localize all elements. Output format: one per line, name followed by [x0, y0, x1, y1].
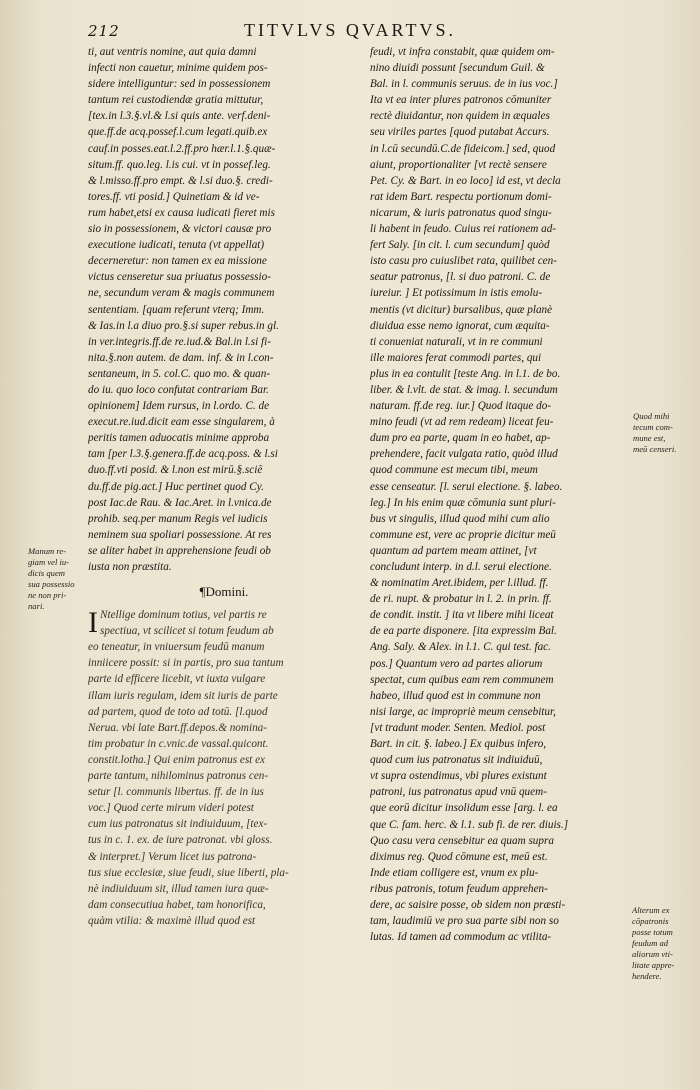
margin-note-line: posse totum	[632, 927, 673, 937]
right-column-text	[370, 44, 626, 945]
text-line: lutas. Id tamen ad commodum ac vtilita-	[370, 931, 552, 944]
margin-note-line: hendere.	[632, 971, 662, 981]
page-header	[0, 18, 700, 44]
text-line: peritis tamen aduocatis minime approba	[88, 432, 270, 445]
text-line: ti conueniat naturali, vt in re communi	[370, 335, 543, 348]
text-line: victus censeretur sua priuatus possessio-	[88, 271, 271, 284]
text-line: sententiam. [quam referunt vterq; Imm.	[88, 303, 265, 316]
text-line: rum habet,etsi ex causa iudicati fieret mis	[88, 206, 275, 219]
text-line: se aliter habet in apprehensione feudi ob	[88, 544, 271, 557]
text-line: du.ff.de pig.act.] Huc pertinet quod Cy.	[88, 480, 264, 493]
text-line: [vt tradunt moder. Senten. Mediol. post	[370, 721, 546, 734]
text-line: rectè diuidantur, non quidem in æquales	[370, 110, 550, 123]
text-line: nino diuidi possunt [secundum Guil. &	[370, 62, 545, 75]
text-line: quàm vtilia: & maximè illud quod est	[88, 914, 256, 927]
text-line: parte id efficere licebit, vt iuxta vulgare	[88, 673, 266, 686]
text-line: prehendere, facit vulgata ratio, quòd illud	[370, 448, 558, 461]
text-line: pos.] Quantum vero ad partes aliorum	[370, 657, 543, 670]
text-line: duo.ff.vti posid. & l.non est mirū.§.sciē	[88, 464, 263, 477]
text-line: sentaneum, in 5. col.C. quo mo. & quan-	[88, 367, 271, 380]
margin-note-left	[28, 546, 88, 612]
text-line: opinionem] Idem rursus, in l.ordo. C. de	[88, 400, 270, 413]
text-line: habeo, illud quod est in commune non	[370, 689, 541, 702]
text-line: ribus patronis, totum feudum apprehen-	[370, 882, 548, 895]
text-line: Ita vt ea inter plures patronos cōmuniter	[370, 94, 552, 107]
text-line: tim probatur in c.vnic.de vassal.quicont.	[88, 737, 269, 750]
margin-note-line: Manum re-	[28, 546, 67, 556]
margin-note-line: litate appre-	[632, 960, 675, 970]
text-line: parte tantum, nihilominus patronus cen-	[88, 770, 269, 783]
margin-note-line: sua possessio	[28, 579, 75, 589]
text-line: vt supra ostendimus, vbi plures existunt	[370, 770, 547, 783]
text-line: dere, ac saisire posse, ob sidem non præsti-	[370, 898, 566, 911]
left-column-top-text	[88, 44, 360, 575]
text-line: [tex.in l.3.§.vl.& l.si quis ante. verf.deni-	[88, 110, 271, 123]
text-line: constit.lotha.] Qui enim patronus est ex	[88, 753, 266, 766]
margin-note-line: Quod mihi	[633, 411, 670, 421]
text-line: ti, aut ventris nomine, aut quia damni	[88, 46, 257, 58]
text-line: patroni, ius patronatus apud vnū quem-	[370, 786, 547, 799]
text-line: leg.] In his enim quæ cōmunia sunt pluri-	[370, 496, 556, 509]
text-line: mentis (vt dicitur) bursalibus, quæ planè	[370, 303, 553, 316]
text-line: que.ff.de acq.possef.l.cum legati.quib.ex	[88, 126, 268, 139]
text-line: mino feudi (vt ad rem redeam) liceat feu-	[370, 416, 554, 429]
margin-note-line: giam vel iu-	[28, 557, 70, 567]
margin-note-line: dicis quem	[28, 568, 65, 578]
text-line: ad partem, quod de toto ad totū. [l.quod	[88, 705, 268, 718]
text-line: tus siue ecclesiæ, siue feudi, siue liberti, pla-	[88, 866, 289, 879]
text-line: setur [l. communis libertus. ff. de in ius	[88, 786, 264, 799]
text-line: rat idem Bart. respectu portionum domi-	[370, 190, 552, 203]
text-line: cum ius patronatus sit indiuiduum, [tex-	[88, 818, 268, 831]
text-line: Ang. Saly. & Alex. in l.1. C. qui test. fac.	[370, 641, 551, 654]
text-line: liber. & l.vlt. de stat. & imag. l. secundum	[370, 383, 558, 396]
text-line: commune est, vere ac proprie dicitur meū	[370, 528, 556, 541]
running-head: TITVLVS QVARTVS.	[244, 20, 456, 40]
text-line: Ntellige dominum totius, vel partis re	[100, 609, 267, 622]
margin-note-line: meū censeri.	[633, 444, 677, 454]
text-line: Bart. in cit. §. labeo.] Ex quibus infero,	[370, 738, 547, 751]
text-line: tantum rei custodiendæ gratia mittutur,	[88, 94, 264, 107]
text-line: post Iac.de Rau. & Iac.Aret. in l.vnica.de	[88, 496, 272, 509]
text-line: & Ias.in l.a diuo pro.§.si super rebus.in gl.	[88, 319, 279, 332]
text-line: sio in possessionem, & victori causæ pro	[88, 223, 272, 236]
text-line: eo teneatur, in vniuersum feudū manum	[88, 641, 265, 654]
text-line: quod cum ius patronatus sit indiuiduū,	[370, 754, 543, 767]
text-line: diuidua esse nemo ignorat, cum æquita-	[370, 319, 550, 332]
text-line: fert Saly. [in cit. l. cum secundum] quòd	[370, 239, 550, 252]
text-line: neminem sua spoliari possessione. At res	[88, 528, 272, 541]
text-line: iureiur. ] Et potissimum in istis emolu-	[370, 287, 543, 300]
text-line: seu viriles partes [quod putabat Accurs.	[370, 126, 550, 139]
text-line: nita.§.non autem. de dam. inf. & in l.con-	[88, 351, 274, 364]
margin-note-line: mune est,	[633, 433, 666, 443]
margin-note-line: tecum com-	[633, 422, 673, 432]
margin-note-line: cōpatronis	[632, 916, 669, 926]
text-line: in l.cū secundū.C.de fideicom.] sed, quod	[370, 142, 556, 155]
text-line: Quo casu vera censebitur ea quam supra	[370, 834, 554, 847]
text-line: ille maiores ferat commodi partes, qui	[370, 351, 542, 364]
left-column	[88, 44, 360, 929]
text-line: que eorū dicitur insolidum esse [arg. l. ea	[370, 802, 558, 815]
text-line: Pet. Cy. & Bart. in eo loco] id est, vt decla	[370, 174, 561, 187]
text-line: spectiua, vt scilicet si totum feudum ab	[100, 625, 274, 638]
text-line: tus in c. 1. ex. de iure patronat. vbi gloss.	[88, 834, 273, 847]
text-line: execut.re.iud.dicit eam esse singularem, à	[88, 416, 275, 429]
text-line: Inde etiam colligere est, vnum ex plu-	[370, 866, 539, 879]
text-line: concludunt interp. in d.l. serui electione.	[370, 561, 552, 573]
text-line: ne, secundum veram & magis communem	[88, 287, 275, 300]
text-line: cauf.in posses.eat.l.2.ff.pro hær.l.1.§.quæ-	[88, 142, 276, 155]
text-line: li habent in feudo. Cuius rei rationem ad-	[370, 223, 557, 236]
text-line: bus vt singulis, illud quod mihi cum alio	[370, 512, 550, 525]
text-line: isto casu pro cuiuslibet rata, quilibet cen-	[370, 255, 557, 268]
text-line: do iu. quo loco confutat contrariam Bar.	[88, 383, 269, 396]
text-line: infecti non cauetur, minime quidem pos-	[88, 62, 268, 75]
text-line: plus in ea contulit [teste Ang. in l.1. de bo.	[370, 367, 561, 380]
text-line: sidere intelliguntur: sed in possessionem	[88, 78, 271, 91]
right-column	[370, 44, 626, 945]
text-line: nisi large, ac impropriè meum censebitur,	[370, 705, 556, 718]
text-line: tam, laudimiū ve pro sua parte sibi non so	[370, 915, 559, 928]
text-line: de condit. instit. ] ita vt libere mihi liceat	[370, 609, 554, 622]
text-line: quantum ad partem meam attinet, [vt	[370, 544, 537, 557]
text-line: de ea parte disponere. [ita expressim Bal.	[370, 625, 557, 638]
text-line: que C. fam. herc. & l.1. sub fi. de rer. diuis.]	[370, 818, 569, 831]
text-line: naturam. ff.de reg. iur.] Quod itaque do-	[370, 400, 552, 413]
text-line: illam iuris regulam, idem sit iuris de parte	[88, 689, 278, 702]
text-line: feudi, vt infra constabit, quæ quidem om-	[370, 46, 555, 58]
text-line: nicarum, & iuris patronatus quod singu-	[370, 206, 552, 219]
text-line: seatur patronus, [l. si duo patroni. C. de	[370, 271, 551, 284]
text-line: dum pro ea parte, quam in eo habet, ap-	[370, 432, 551, 445]
margin-note-line: Alterum ex	[632, 905, 670, 915]
folio-number: 212	[88, 22, 120, 40]
text-line: dam consecutiua habet, tam honorifica,	[88, 898, 266, 911]
text-line: esse censeatur. [l. serui electione. §. labeo.	[370, 480, 563, 493]
text-line: in ver.integris.ff.de re.iud.& Bal.in l.si fi-	[88, 335, 271, 348]
margin-note-line: feudum ad	[632, 938, 669, 948]
text-line: nè indiuiduum sit, illud tamen iura quæ-	[88, 882, 269, 895]
margin-note-right-upper	[633, 411, 697, 455]
text-line: & nominatim Aret.ibidem, per l.illud. ff.	[370, 577, 549, 590]
section-heading: ¶Domini.	[199, 584, 249, 600]
text-line: & l.misso.ff.pro empt. & l.si duo.§. credi-	[88, 174, 273, 187]
text-line: & interpret.] Verum licet ius patrona-	[88, 850, 257, 863]
margin-note-line: ne non pri-	[28, 590, 67, 600]
text-line: Nerua. vbi late Bart.ff.depos.& nomina-	[88, 721, 267, 734]
text-line: quod commune est mecum tibi, meum	[370, 464, 538, 477]
text-line: tam [per l.3.§.genera.ff.de acq.poss. & l.si	[88, 448, 278, 461]
margin-note-right-lower	[632, 905, 698, 982]
text-line: iusta non præstita.	[88, 561, 172, 573]
drop-cap: I	[88, 606, 98, 640]
margin-note-line: nari.	[28, 601, 45, 611]
text-line: Bal. in l. communis seruus. de in ius voc.]	[370, 78, 558, 91]
text-line: situm.ff. quo.leg. l.is cui. vt in possef.leg.	[88, 158, 271, 171]
text-line: aiunt, proportionaliter [vt rectè sensere	[370, 158, 547, 171]
text-line: spectat, cum quibus eam rem communem	[370, 673, 554, 686]
text-line: inniicere possit: si in partis, pro sua tantum	[88, 657, 284, 670]
text-line: de ri. nupt. & probatur in l. 2. in prin. ff.	[370, 593, 552, 606]
left-column-bottom-text	[88, 607, 360, 929]
text-line: prohib. seq.per manum Regis vel iudicis	[88, 512, 268, 525]
text-line: decerneretur: non tamen ex ea missione	[88, 255, 267, 268]
margin-note-line: aliorum vti-	[632, 949, 673, 959]
text-line: executione iudicati, tenuta (vt appellat)	[88, 239, 265, 252]
text-line: tores.ff. vti posid.] Quinetiam & id ve-	[88, 190, 260, 203]
text-line: diximus reg. Quod cōmune est, meū est.	[370, 850, 548, 863]
text-line: voc.] Quod certe mirum videri potest	[88, 802, 254, 815]
